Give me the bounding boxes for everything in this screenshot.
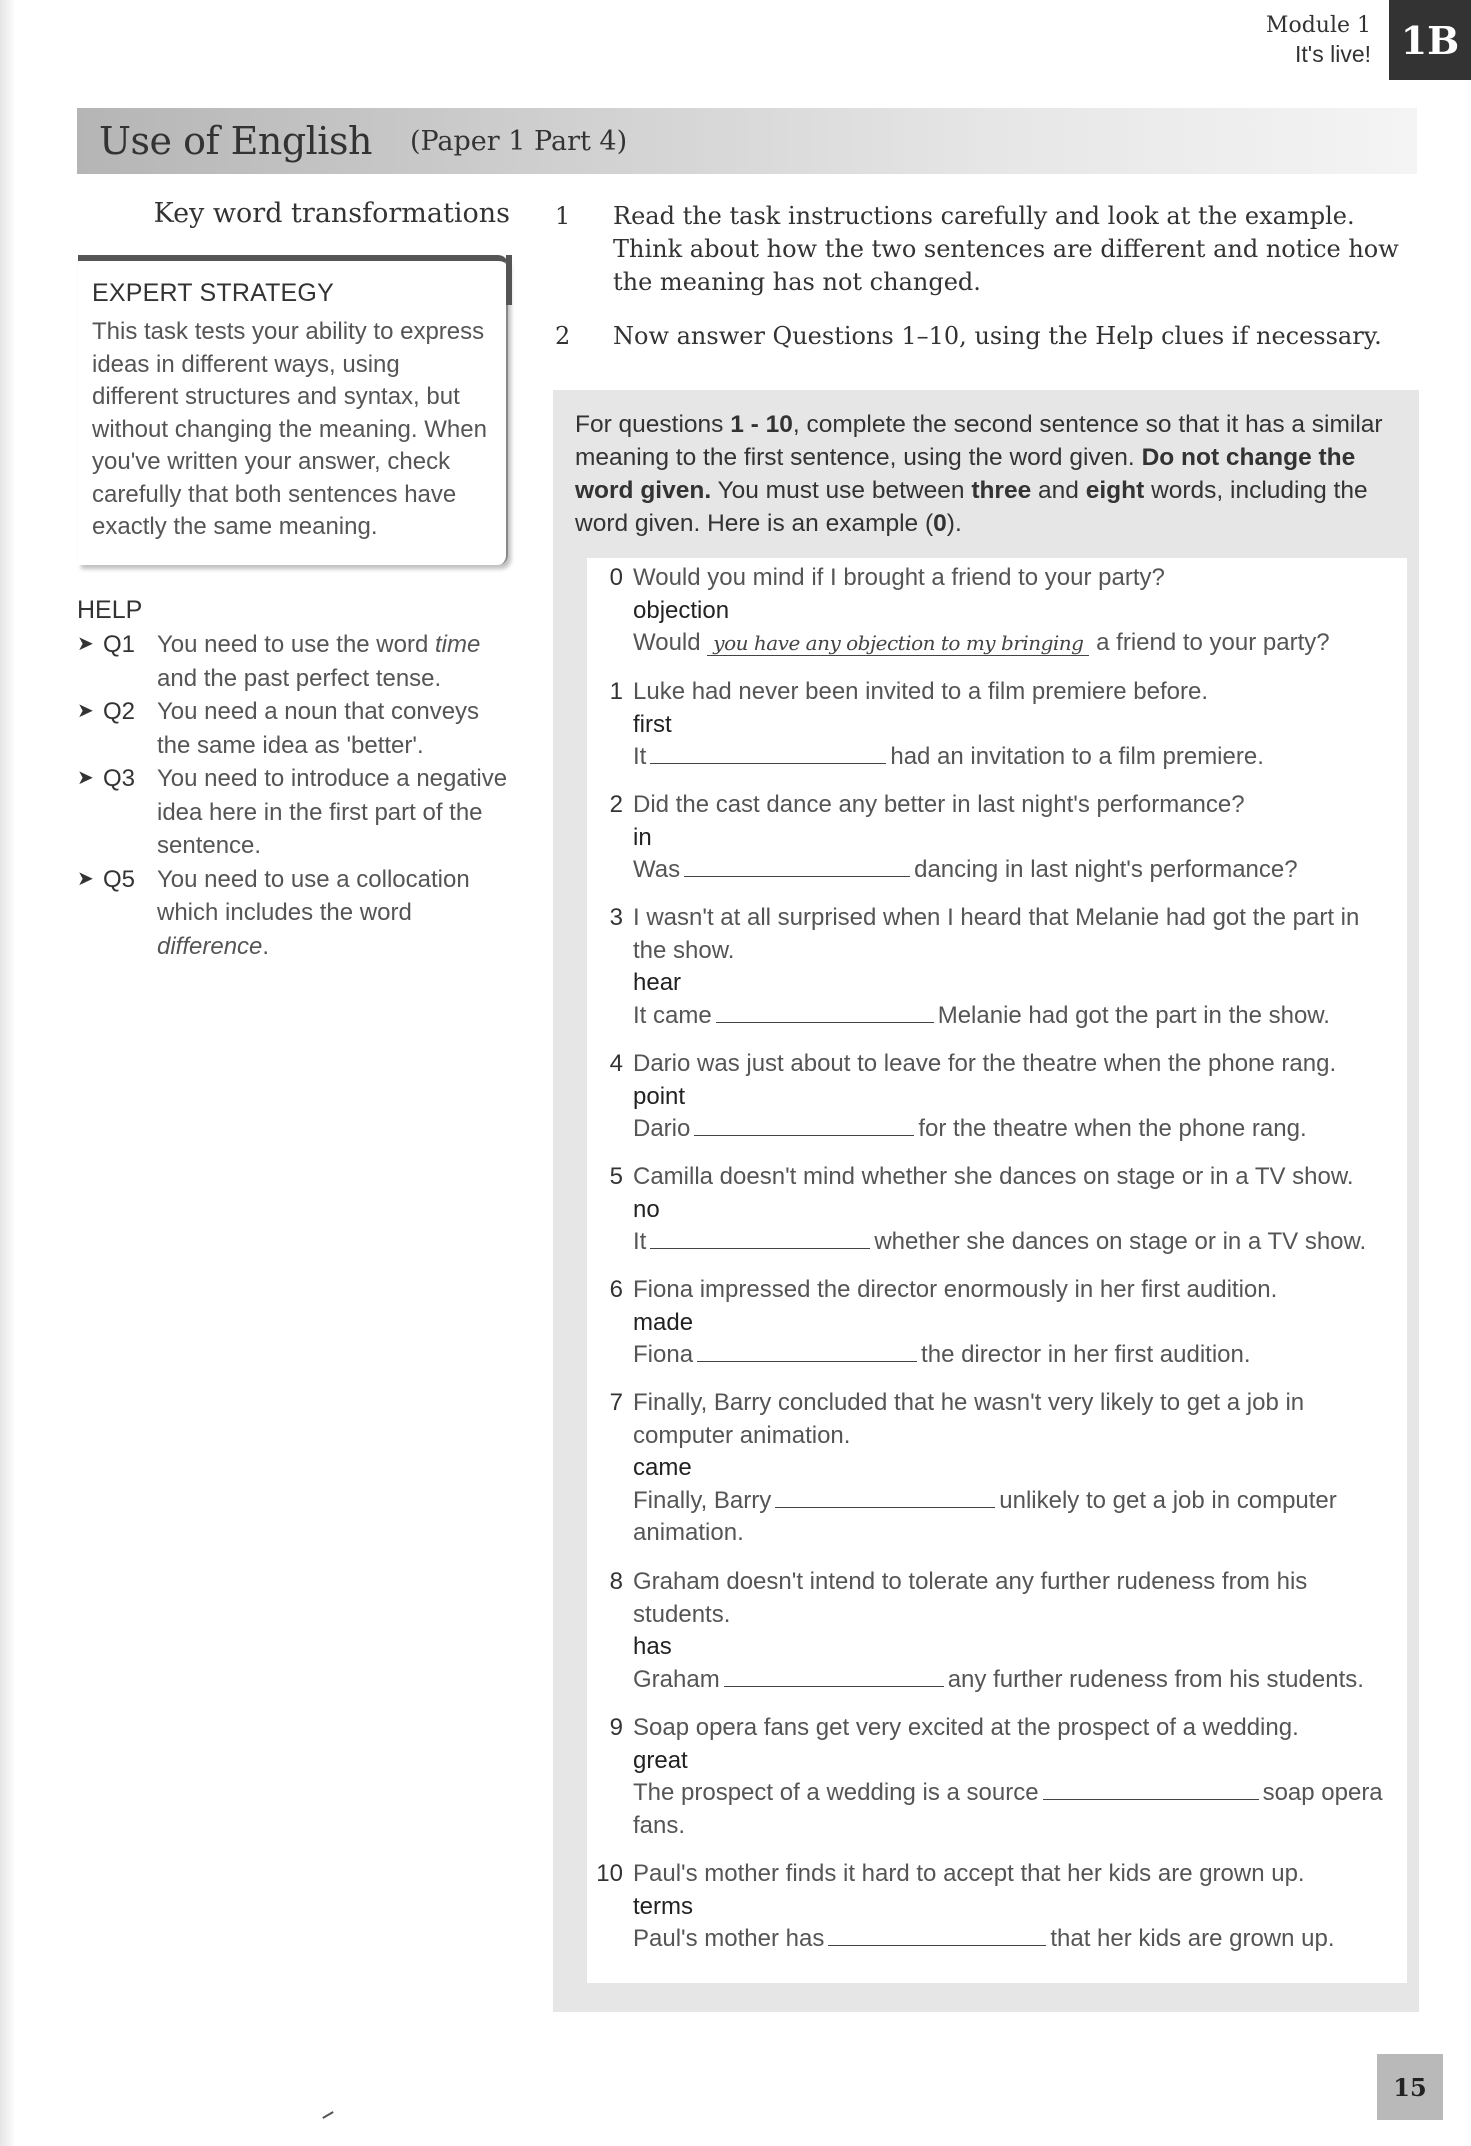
help-item xyxy=(77,695,517,762)
example-answer: you have any objection to my bringing xyxy=(707,631,1089,656)
key-word: no xyxy=(633,1195,660,1223)
answer-blank[interactable] xyxy=(1043,1777,1259,1800)
question-number: 1 xyxy=(609,678,623,705)
transformation-line: Finally, Barry unlikely to get a job in computer animation. xyxy=(633,1486,1337,1546)
help-item xyxy=(77,863,517,964)
transformation-line: Graham any further rudeness from his students. xyxy=(633,1665,1364,1693)
question-item xyxy=(587,1387,1387,1550)
arrow-right-icon: ➤ xyxy=(77,633,94,655)
help-text: You need to use a collocation which includes the word difference. xyxy=(157,865,470,960)
help-text: You need to introduce a negative idea here in the first part of the sentence. xyxy=(157,765,508,859)
transformation-line: The prospect of a wedding is a source soap opera fans. xyxy=(633,1779,1383,1839)
question-sentence: Camilla doesn't mind whether she dances on stage or in a TV show. xyxy=(633,1163,1354,1190)
task-instructions: For questions 1 - 10, complete the second sentence so that it has a similar meaning to the first sentence, using the word given. Do not change the word given. You must use between three and eight words, including the word given. Here is an example (0). xyxy=(575,411,1383,537)
question-number: 0 xyxy=(609,564,623,591)
question-number: 9 xyxy=(609,1714,623,1741)
help-list xyxy=(77,628,517,963)
page-number: 15 xyxy=(1377,2054,1443,2120)
expert-strategy-box xyxy=(78,255,508,565)
key-word: terms xyxy=(633,1892,693,1920)
transformation-line: It came Melanie had got the part in the show. xyxy=(633,1001,1330,1029)
page-edge-shadow xyxy=(0,0,14,2146)
question-sentence: Soap opera fans get very excited at the prospect of a wedding. xyxy=(633,1714,1299,1741)
arrow-right-icon: ➤ xyxy=(77,767,94,789)
key-word: objection xyxy=(633,596,730,624)
module-subtitle: It's live! xyxy=(1295,41,1371,67)
section-title: Use of English xyxy=(99,119,372,163)
question-number: 10 xyxy=(596,1860,623,1887)
help-question-label: Q2 xyxy=(103,698,136,725)
question-number: 5 xyxy=(609,1163,623,1190)
question-item xyxy=(587,1274,1387,1372)
question-item xyxy=(587,1712,1387,1842)
help-text: You need to use the word time and the past perfect tense. xyxy=(157,631,481,692)
pen-mark xyxy=(322,2111,333,2119)
question-sentence: Would you mind if I brought a friend to your party? xyxy=(633,564,1165,591)
answer-blank[interactable] xyxy=(828,1923,1046,1946)
question-sentence: Graham doesn't intend to tolerate any further rudeness from his students. xyxy=(633,1568,1308,1628)
help-question-label: Q5 xyxy=(103,865,136,893)
instruction-number: 1 xyxy=(555,202,571,230)
question-item xyxy=(587,1048,1387,1146)
questions-area xyxy=(587,558,1407,1983)
answer-blank[interactable] xyxy=(650,741,886,764)
answer-blank[interactable] xyxy=(684,854,910,877)
question-sentence: I wasn't at all surprised when I heard that Melanie had got the part in the show. xyxy=(633,904,1360,964)
instruction-item xyxy=(555,200,1413,299)
question-number: 8 xyxy=(609,1568,623,1595)
help-question-label: Q1 xyxy=(103,631,136,658)
transformation-line: Paul's mother has that her kids are grown up. xyxy=(633,1925,1335,1952)
section-banner xyxy=(77,108,1417,174)
arrow-right-icon: ➤ xyxy=(77,700,94,722)
question-item xyxy=(587,1566,1387,1696)
key-word: hear xyxy=(633,969,682,996)
question-item xyxy=(587,902,1387,1032)
instruction-text: Read the task instructions carefully and look at the example. Think about how the two sentences are different and notice how the meaning has not changed. xyxy=(613,202,1399,296)
question-number: 6 xyxy=(609,1276,623,1303)
key-word: point xyxy=(633,1082,686,1110)
transformation-line: It had an invitation to a film premiere. xyxy=(633,743,1264,770)
key-word: came xyxy=(633,1454,692,1481)
strategy-title: EXPERT STRATEGY xyxy=(92,279,334,307)
answer-blank[interactable] xyxy=(694,1113,914,1136)
task-heading: Key word transformations xyxy=(153,198,510,229)
question-number: 3 xyxy=(609,904,623,931)
instruction-item xyxy=(555,320,1413,353)
strategy-text: This task tests your ability to express ideas in different ways, using different structures and syntax, but without changing the meaning. When you've written your answer, check carefully that both sentences have exactly the same meaning. xyxy=(92,318,487,540)
question-sentence: Finally, Barry concluded that he wasn't very likely to get a job in computer animation. xyxy=(633,1389,1305,1449)
key-word: has xyxy=(633,1633,672,1660)
task-panel xyxy=(553,390,1419,2012)
transformation-line: It whether she dances on stage or in a TV show. xyxy=(633,1228,1367,1255)
unit-badge: 1B xyxy=(1389,0,1471,80)
help-text: You need a noun that conveys the same idea as 'better'. xyxy=(157,698,480,759)
transformation-line: Fiona the director in her first audition. xyxy=(633,1341,1251,1368)
module-label xyxy=(1266,12,1371,68)
answer-blank[interactable] xyxy=(650,1226,870,1249)
answer-blank[interactable] xyxy=(697,1339,917,1362)
answer-blank[interactable] xyxy=(716,1000,934,1023)
key-word: in xyxy=(633,823,652,851)
question-item xyxy=(587,789,1387,887)
question-sentence: Luke had never been invited to a film premiere before. xyxy=(633,678,1209,705)
question-sentence: Did the cast dance any better in last night's performance? xyxy=(633,791,1245,818)
instruction-number: 2 xyxy=(555,322,571,350)
question-item xyxy=(587,1858,1387,1956)
module-title: Module 1 xyxy=(1265,13,1371,38)
question-item xyxy=(587,676,1387,774)
answer-blank[interactable] xyxy=(775,1485,995,1508)
answer-blank[interactable] xyxy=(724,1664,944,1687)
help-question-label: Q3 xyxy=(103,765,136,792)
question-item xyxy=(587,562,1387,660)
question-sentence: Dario was just about to leave for the theatre when the phone rang. xyxy=(633,1050,1337,1077)
key-word: first xyxy=(633,710,672,738)
question-sentence: Paul's mother finds it hard to accept that her kids are grown up. xyxy=(633,1860,1305,1887)
section-paper-label: (Paper 1 Part 4) xyxy=(409,125,628,157)
key-word: made xyxy=(633,1308,694,1336)
arrow-right-icon: ➤ xyxy=(77,867,94,890)
question-sentence: Fiona impressed the director enormously in her first audition. xyxy=(633,1276,1278,1303)
question-number: 2 xyxy=(609,791,623,818)
help-item xyxy=(77,628,517,695)
question-number: 4 xyxy=(609,1050,623,1077)
key-word: great xyxy=(633,1746,688,1774)
question-item xyxy=(587,1161,1387,1259)
transformation-line: Dario for the theatre when the phone rang. xyxy=(633,1115,1307,1142)
help-item xyxy=(77,762,517,863)
help-title: HELP xyxy=(77,596,143,624)
instruction-text: Now answer Questions 1–10, using the Help clues if necessary. xyxy=(613,322,1382,350)
question-number: 7 xyxy=(609,1389,623,1416)
transformation-line: Would you have any objection to my bringing a friend to your party? xyxy=(633,629,1330,656)
transformation-line: Was dancing in last night's performance? xyxy=(633,856,1298,883)
